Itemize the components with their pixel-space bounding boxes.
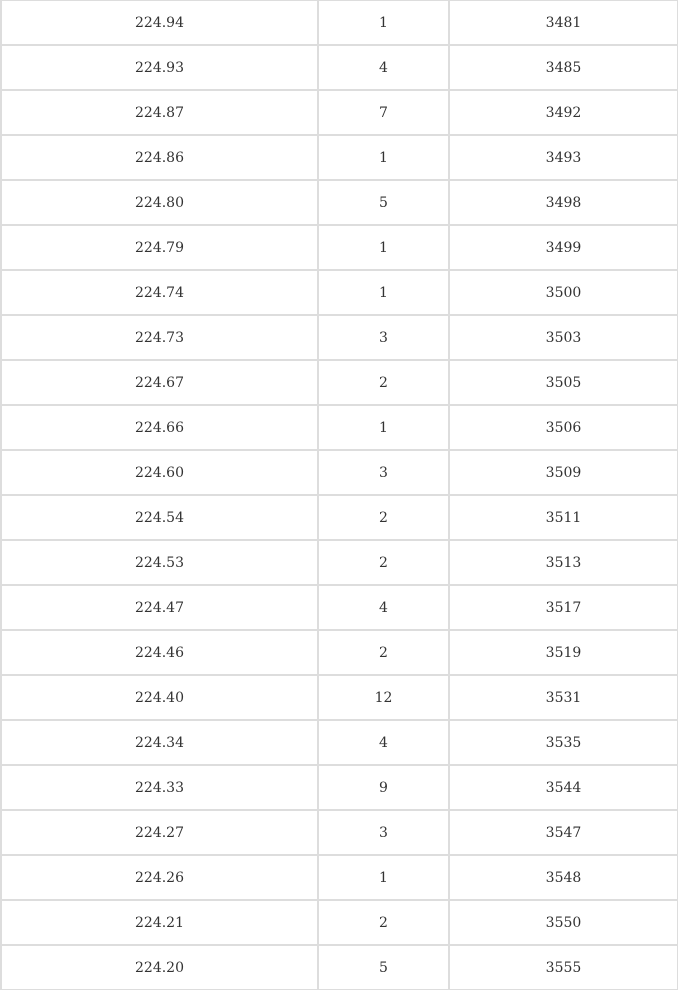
score-cell: 224.66 xyxy=(1,405,318,450)
score-cell: 224.73 xyxy=(1,315,318,360)
cumulative-cell: 3548 xyxy=(449,855,678,900)
score-cell: 224.20 xyxy=(1,945,318,990)
table-row xyxy=(1,720,678,765)
score-cell: 224.87 xyxy=(1,90,318,135)
table-row xyxy=(1,495,678,540)
table-row xyxy=(1,45,678,90)
count-cell: 5 xyxy=(318,945,449,990)
table-row xyxy=(1,810,678,855)
score-cell: 224.21 xyxy=(1,900,318,945)
cumulative-cell: 3531 xyxy=(449,675,678,720)
count-cell: 1 xyxy=(318,270,449,315)
score-cell: 224.40 xyxy=(1,675,318,720)
score-cell: 224.26 xyxy=(1,855,318,900)
score-cell: 224.33 xyxy=(1,765,318,810)
table-row xyxy=(1,360,678,405)
count-cell: 9 xyxy=(318,765,449,810)
table-row xyxy=(1,450,678,495)
cumulative-cell: 3535 xyxy=(449,720,678,765)
cumulative-cell: 3547 xyxy=(449,810,678,855)
table-row xyxy=(1,540,678,585)
count-cell: 2 xyxy=(318,630,449,675)
score-cell: 224.47 xyxy=(1,585,318,630)
count-cell: 2 xyxy=(318,900,449,945)
count-cell: 1 xyxy=(318,225,449,270)
cumulative-cell: 3481 xyxy=(449,0,678,45)
score-cell: 224.46 xyxy=(1,630,318,675)
cumulative-cell: 3485 xyxy=(449,45,678,90)
count-cell: 7 xyxy=(318,90,449,135)
count-cell: 1 xyxy=(318,855,449,900)
count-cell: 2 xyxy=(318,540,449,585)
count-cell: 5 xyxy=(318,180,449,225)
table-row xyxy=(1,90,678,135)
table-row xyxy=(1,225,678,270)
count-cell: 4 xyxy=(318,720,449,765)
cumulative-cell: 3509 xyxy=(449,450,678,495)
cumulative-cell: 3513 xyxy=(449,540,678,585)
score-cell: 224.27 xyxy=(1,810,318,855)
count-cell: 1 xyxy=(318,0,449,45)
table-row xyxy=(1,180,678,225)
cumulative-cell: 3555 xyxy=(449,945,678,990)
score-cell: 224.34 xyxy=(1,720,318,765)
score-cell: 224.60 xyxy=(1,450,318,495)
table-row xyxy=(1,315,678,360)
cumulative-cell: 3506 xyxy=(449,405,678,450)
table-row xyxy=(1,585,678,630)
count-cell: 3 xyxy=(318,315,449,360)
count-cell: 1 xyxy=(318,405,449,450)
score-cell: 224.79 xyxy=(1,225,318,270)
cumulative-cell: 3503 xyxy=(449,315,678,360)
table-row xyxy=(1,765,678,810)
count-cell: 4 xyxy=(318,585,449,630)
cumulative-cell: 3499 xyxy=(449,225,678,270)
cumulative-cell: 3511 xyxy=(449,495,678,540)
cumulative-cell: 3500 xyxy=(449,270,678,315)
score-cell: 224.54 xyxy=(1,495,318,540)
table-row xyxy=(1,855,678,900)
table-body xyxy=(1,0,678,990)
cumulative-cell: 3544 xyxy=(449,765,678,810)
count-cell: 3 xyxy=(318,810,449,855)
table-row xyxy=(1,135,678,180)
cumulative-cell: 3505 xyxy=(449,360,678,405)
score-cell: 224.53 xyxy=(1,540,318,585)
count-cell: 4 xyxy=(318,45,449,90)
count-cell: 1 xyxy=(318,135,449,180)
table-row xyxy=(1,675,678,720)
table-row xyxy=(1,900,678,945)
score-cell: 224.80 xyxy=(1,180,318,225)
cumulative-cell: 3492 xyxy=(449,90,678,135)
table-row xyxy=(1,630,678,675)
score-cell: 224.86 xyxy=(1,135,318,180)
score-cell: 224.94 xyxy=(1,0,318,45)
table-row xyxy=(1,0,678,45)
cumulative-cell: 3519 xyxy=(449,630,678,675)
table-row xyxy=(1,945,678,990)
table-row xyxy=(1,405,678,450)
score-cell: 224.74 xyxy=(1,270,318,315)
cumulative-cell: 3498 xyxy=(449,180,678,225)
count-cell: 2 xyxy=(318,360,449,405)
cumulative-cell: 3493 xyxy=(449,135,678,180)
cumulative-cell: 3550 xyxy=(449,900,678,945)
score-cell: 224.93 xyxy=(1,45,318,90)
cumulative-cell: 3517 xyxy=(449,585,678,630)
score-cell: 224.67 xyxy=(1,360,318,405)
count-cell: 2 xyxy=(318,495,449,540)
count-cell: 12 xyxy=(318,675,449,720)
count-cell: 3 xyxy=(318,450,449,495)
table-row xyxy=(1,270,678,315)
